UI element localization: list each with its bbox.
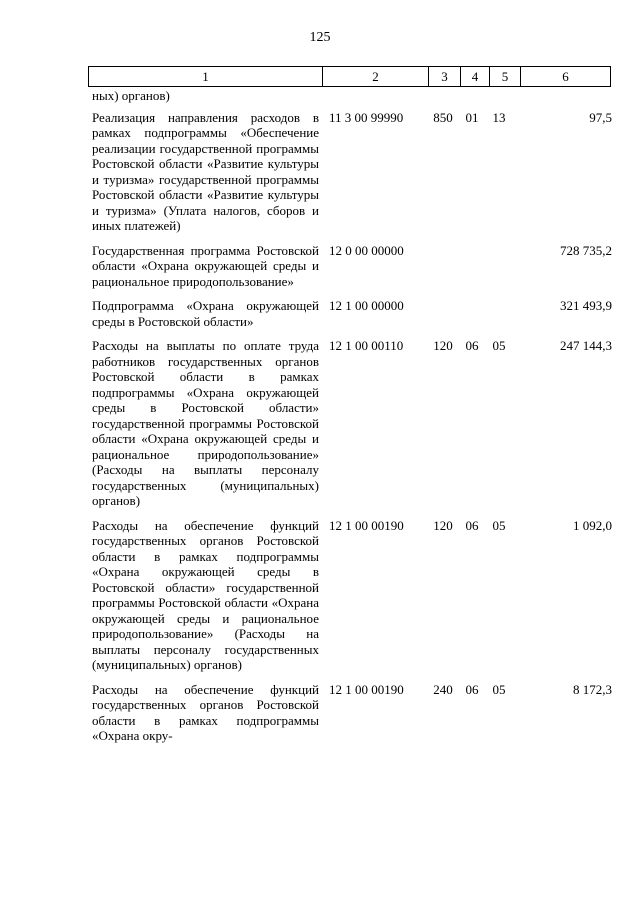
row-code: 12 1 00 00190	[329, 681, 404, 697]
row-sum: 728 735,2	[560, 242, 612, 258]
row-rz: 06	[465, 338, 479, 353]
table-row	[92, 243, 612, 290]
table-row	[92, 298, 612, 329]
row-code: 12 1 00 00190	[329, 517, 404, 533]
page-number: 125	[309, 30, 331, 45]
row-name: Реализация направления расходов в рамках подпрограммы «Обеспечение реализации государственной программы Ростовской области «Развитие культуры и туризма» государственной программы Ростовской области «Развитие культуры и туризма» (Уплата налогов, сборов и иных платежей)	[92, 109, 319, 233]
row-sum: 97,5	[589, 109, 612, 125]
row-pr	[484, 88, 514, 104]
row-vr: 850	[433, 109, 453, 125]
row-sum	[514, 88, 612, 104]
row-code: 11 3 00 99990	[329, 109, 404, 125]
row-code: 12 1 00 00110	[329, 338, 404, 353]
row-rz: 06	[465, 517, 479, 533]
table-row	[92, 88, 612, 104]
header-col-5: 5	[489, 67, 520, 86]
row-pr	[484, 243, 514, 290]
table-header	[88, 66, 611, 87]
row-rz	[460, 243, 484, 290]
table-row	[92, 338, 612, 509]
budget-table-body	[92, 88, 612, 753]
row-sum: 247 144,3	[560, 338, 612, 353]
row-vr: 120	[433, 517, 453, 533]
row-code: 12 1 00 00000	[329, 298, 404, 313]
header-col-2: 2	[322, 67, 428, 86]
row-name: Расходы на выплаты по оплате труда работников государственных органов Ростовской области в рамках подпрограммы «Охрана окружающей среды в Ростовской области» государственной программы Ростовской области «Охрана окружающей среды и рациональное природопользование» (Расходы на выплаты персоналу государственных (муниципальных) органов)	[92, 338, 319, 508]
row-sum: 1 092,0	[573, 517, 612, 533]
row-rz: 01	[465, 109, 479, 125]
row-vr	[426, 243, 460, 290]
row-pr: 05	[492, 681, 506, 697]
row-sum: 321 493,9	[560, 298, 612, 313]
row-vr: 120	[433, 338, 453, 353]
row-sum: 8 172,3	[573, 681, 612, 697]
row-vr	[426, 88, 460, 104]
row-code	[319, 88, 426, 104]
row-pr	[484, 298, 514, 329]
header-col-1: 1	[202, 68, 209, 84]
row-vr: 240	[433, 681, 453, 697]
row-code: 12 0 00 00000	[329, 242, 404, 258]
row-pr: 05	[492, 517, 506, 533]
row-name: Государственная программа Ростовской области «Охрана окружающей среды и рациональное природопользование»	[92, 242, 319, 289]
table-row	[92, 518, 612, 673]
row-vr	[426, 298, 460, 329]
row-pr: 05	[492, 338, 506, 353]
table-row	[92, 682, 612, 744]
row-rz	[460, 298, 484, 329]
row-rz: 06	[465, 681, 479, 697]
header-col-4: 4	[460, 67, 489, 86]
table-row	[92, 110, 612, 234]
header-col-3: 3	[428, 67, 460, 86]
header-col-6: 6	[520, 67, 610, 86]
row-name: Подпрограмма «Охрана окружающей среды в Ростовской области»	[92, 298, 319, 329]
row-name: ных) органов)	[92, 88, 170, 103]
row-name: Расходы на обеспечение функций государственных органов Ростовской области в рамках подпрограммы «Охрана окру-	[92, 681, 319, 743]
row-name: Расходы на обеспечение функций государственных органов Ростовской области в рамках подпрограммы «Охрана окружающей среды в Ростовской области» государственной программы Ростовской области «Охрана окружающей среды и рациональное природопользование» (Расходы на выплаты персоналу государственных (муниципальных) органов)	[92, 517, 319, 672]
row-rz	[460, 88, 484, 104]
row-pr: 13	[492, 109, 506, 125]
